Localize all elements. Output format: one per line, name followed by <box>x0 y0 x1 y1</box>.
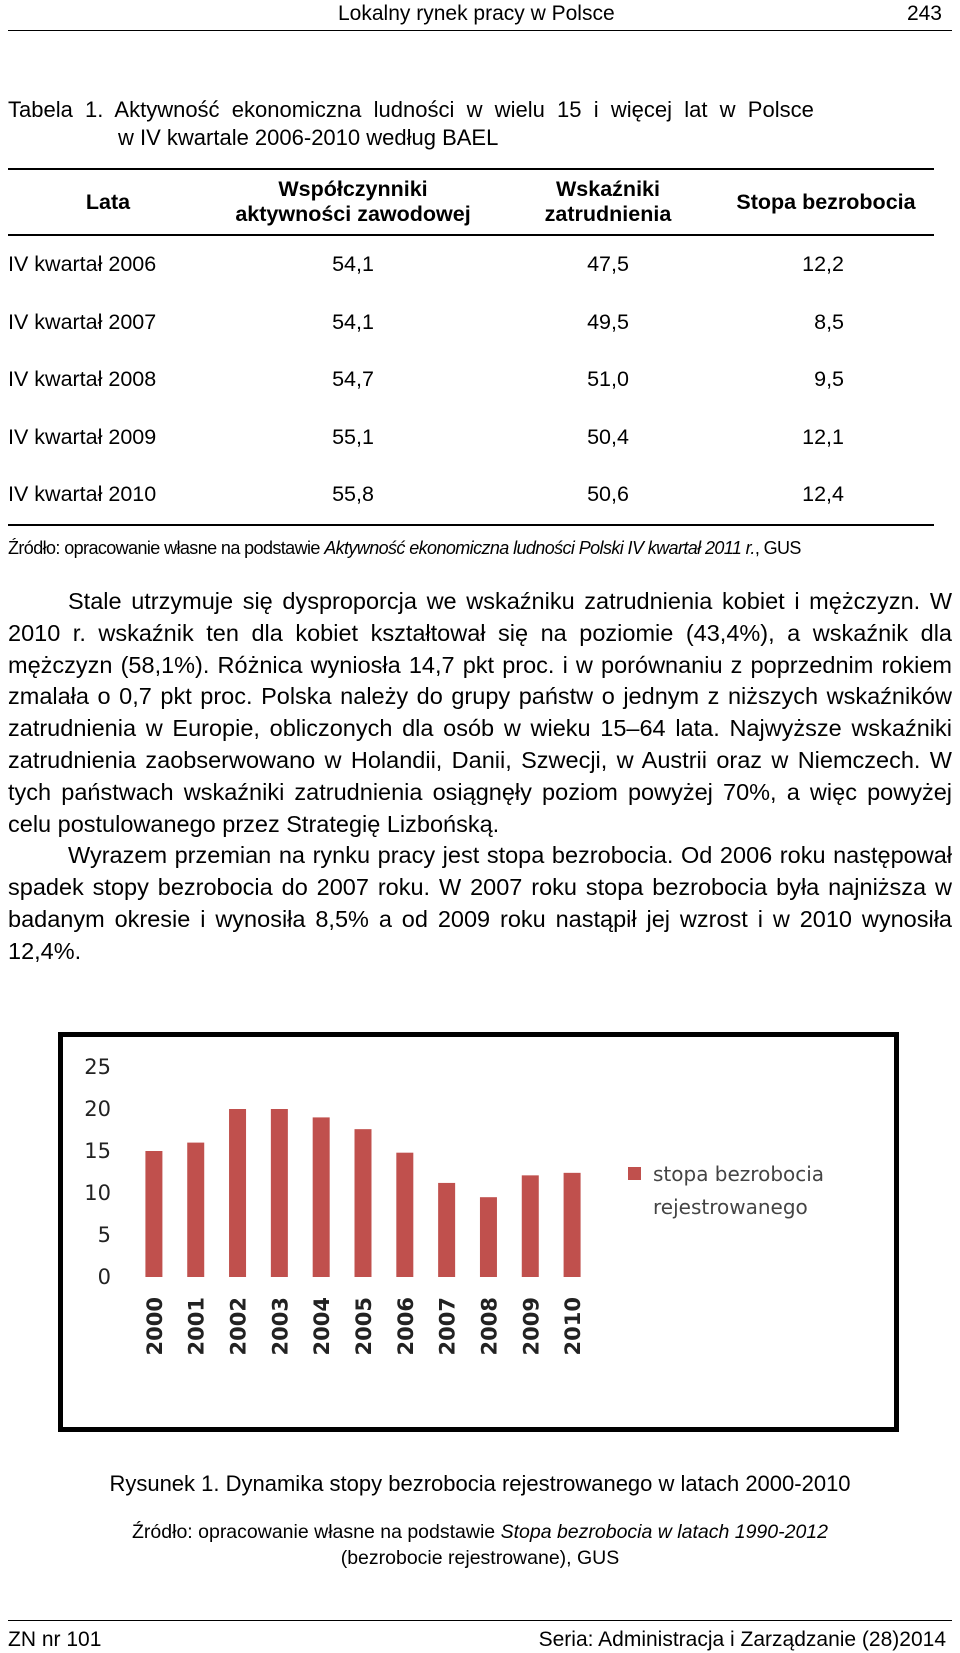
col-header-employment <box>498 169 718 235</box>
figure-source-note <box>0 1519 960 1571</box>
y-tick-label: 5 <box>97 1223 111 1247</box>
chart-canvas <box>63 1037 894 1427</box>
legend-label-line1: stopa bezrobocia <box>653 1162 825 1186</box>
cell-unemployment: 8,5 <box>814 309 844 334</box>
table-row <box>8 409 934 467</box>
figure-source-line1 <box>0 1519 960 1545</box>
cell-employment: 51,0 <box>587 367 629 392</box>
legend-label-line2: rejestrowanego <box>653 1195 808 1219</box>
table-caption-line2: w IV kwartale 2006-2010 według BAEL <box>118 125 499 150</box>
x-tick-label: 2003 <box>268 1297 293 1356</box>
cell-employment: 49,5 <box>587 309 629 334</box>
table-caption-line1: Tabela 1. Aktywność ekonomiczna ludności w wielu 15 i więcej lat w Polsce <box>8 97 814 122</box>
cell-activity: 54,1 <box>332 309 374 334</box>
x-tick-label: 2008 <box>477 1297 502 1356</box>
cell-employment: 47,5 <box>587 252 629 277</box>
cell-activity: 54,7 <box>332 367 374 392</box>
col-header-year: Lata <box>8 169 208 235</box>
cell-unemployment: 12,2 <box>802 252 844 277</box>
figure-source-line2: (bezrobocie rejestrowane), GUS <box>340 1547 620 1569</box>
table-row <box>8 294 934 352</box>
table-source-suffix: , GUS <box>754 538 801 558</box>
figure-caption: Rysunek 1. Dynamika stopy bezrobocia rejestrowanego w latach 2000-2010 <box>109 1471 851 1496</box>
bar <box>187 1143 204 1277</box>
table-header-row <box>8 169 934 235</box>
col-header-employment-line2: zatrudnienia <box>544 202 672 226</box>
x-tick-label: 2004 <box>310 1297 335 1356</box>
table-source-prefix: Źródło: opracowanie własne na podstawie <box>8 538 325 558</box>
figure-source-prefix: Źródło: opracowanie własne na podstawie <box>132 1521 501 1543</box>
y-tick-label: 25 <box>84 1055 111 1079</box>
col-header-activity-line2: aktywności zawodowej <box>235 202 471 226</box>
table-row <box>8 235 934 294</box>
x-tick-label: 2007 <box>435 1297 460 1356</box>
cell-year: IV kwartał 2008 <box>8 367 157 392</box>
unemployment-chart <box>58 1032 899 1432</box>
cell-employment: 50,6 <box>498 466 718 525</box>
footer-issue: ZN nr 101 <box>8 1628 102 1651</box>
cell-unemployment: 9,5 <box>814 367 844 392</box>
legend-swatch <box>628 1167 641 1180</box>
col-header-activity-line1: Współczynniki <box>278 177 428 201</box>
cell-unemployment: 12,1 <box>802 424 844 449</box>
table-row <box>8 351 934 409</box>
bar <box>145 1151 162 1277</box>
cell-activity: 54,1 <box>332 252 374 277</box>
bar <box>229 1109 246 1277</box>
bar <box>313 1117 330 1277</box>
cell-year: IV kwartał 2009 <box>8 424 157 449</box>
y-tick-label: 20 <box>84 1097 111 1121</box>
paragraph: Wyrazem przemian na rynku pracy jest stopa bezrobocia. Od 2006 roku następował spadek stopy bezrobocia do 2007 roku. W 2007 roku stopa bezrobocia była najniższa w badanym okresie i wynosiła 8,5% a od 2009 roku nastąpił jej wzrost i w 2010 wynosiła 12,4%. <box>8 842 952 964</box>
employment-table <box>8 168 934 526</box>
cell-year: IV kwartał 2007 <box>8 309 157 334</box>
y-tick-label: 0 <box>97 1265 111 1289</box>
x-tick-label: 2009 <box>519 1297 544 1356</box>
page-number: 243 <box>906 2 942 25</box>
cell-employment: 50,4 <box>587 424 629 449</box>
body-text <box>8 586 952 968</box>
cell-unemployment: 12,4 <box>718 466 934 525</box>
x-tick-label: 2005 <box>352 1297 376 1356</box>
bar <box>438 1183 455 1277</box>
bar <box>271 1109 288 1277</box>
bar <box>564 1173 581 1277</box>
cell-activity: 55,8 <box>208 466 498 525</box>
x-tick-label: 2010 <box>561 1297 586 1356</box>
running-title: Lokalny rynek pracy w Polsce <box>338 2 615 25</box>
table-caption <box>8 96 938 152</box>
bar <box>355 1129 372 1277</box>
table-source-note <box>8 538 801 559</box>
cell-year: IV kwartał 2006 <box>8 252 157 277</box>
x-tick-label: 2000 <box>142 1297 167 1356</box>
table-source-title: Aktywność ekonomiczna ludności Polski IV kwartał 2011 r. <box>324 538 755 558</box>
bar <box>396 1153 413 1277</box>
cell-activity: 55,1 <box>332 424 374 449</box>
cell-year: IV kwartał 2010 <box>8 466 208 525</box>
page-footer <box>8 1620 952 1653</box>
y-tick-label: 15 <box>84 1139 111 1163</box>
x-tick-label: 2002 <box>226 1297 251 1356</box>
x-tick-label: 2006 <box>393 1297 418 1356</box>
bar <box>480 1197 497 1277</box>
footer-series: Seria: Administracja i Zarządzanie (28)2014 <box>538 1628 946 1651</box>
col-header-employment-line1: Wskaźniki <box>556 177 660 201</box>
col-header-activity <box>208 169 498 235</box>
x-tick-label: 2001 <box>184 1297 209 1356</box>
paragraph: Stale utrzymuje się dysproporcja we wskaźniku zatrudnienia kobiet i mężczyzn. W 2010 r. wskaźnik ten dla kobiet kształtował się na poziomie (43,4%), a wskaźnik dla mężczyzn (58,1%). Różnica wyniosła 14,7 pkt proc. i w porównaniu z poprzednim rokiem zmalała o 0,7 pkt proc. Polska należy do grupy państw o jednym z niższych wskaźników zatrudnienia w Europie, obliczonych dla osób w wieku 15–64 lata. Najwyższe wskaźniki zatrudnienia zaobserwowano w Holandii, Danii, Szwecji, w Austrii oraz w Niemczech. W tych państwach wskaźniki zatrudnienia osiągnęły poziom powyżej 70%, a więc powyżej celu postulowanego przez Strategię Lizbońską. <box>8 588 952 837</box>
col-header-unemployment: Stopa bezrobocia <box>718 169 934 235</box>
y-tick-label: 10 <box>84 1181 111 1205</box>
running-header <box>8 0 952 31</box>
table-row <box>8 466 934 525</box>
bar <box>522 1175 539 1277</box>
figure-source-title: Stopa bezrobocia w latach 1990-2012 <box>500 1521 828 1543</box>
